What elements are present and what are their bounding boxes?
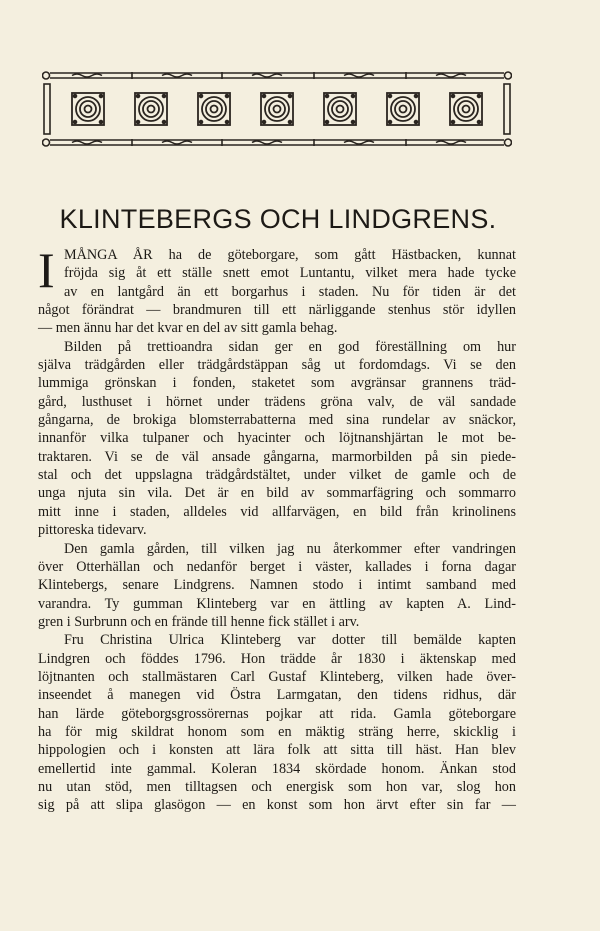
text-line: gångarna, de brokiga blomsterrabatterna med sina rundelar av snäckor, [38, 412, 516, 429]
text-line: innanför vilka tulpaner och hyacinter och löjtnanshjärtan le mot be- [38, 430, 516, 447]
text-line: lummiga grönskan i fonden, staketet som avgränsar grannens träd- [38, 375, 516, 392]
text-line: av en lantgård än ett borgarhus i staden. Nu för tiden är det [64, 283, 516, 300]
text-line: över Otterhällan och nedanför berget i väster, kallades i forna dagar [38, 558, 516, 575]
text-line: Lindgren och föddes 1796. Hon trädde år 1830 i äktenskap med [38, 650, 516, 667]
text-lines [38, 242, 516, 815]
text-line: Bilden på trettioandra sidan ger en god föreställning om hur [64, 338, 516, 355]
text-line: Fru Christina Ulrica Klinteberg var dotter till bemälde kapten [64, 632, 516, 649]
text-line: gren i Surbrunn och en frände till henne fick stället i arv. [38, 613, 360, 630]
text-line: hippologien och i konsten att lära folk att sitta till häst. Han blev [38, 742, 516, 759]
medallion-icon [324, 93, 356, 125]
medallion-icon [450, 93, 482, 125]
chapter-title: KLINTEBERGS OCH LINDGRENS. [59, 204, 497, 235]
text-line: unga njuta sin vila. Det är en bild av sommarfägring och sommarro [38, 485, 516, 502]
medallion-icon [135, 93, 167, 125]
text-line: fröjda sig åt ett ställe snett emot Luntantu, vilket mera hade tycke [64, 265, 516, 282]
text-line: emellertid inte gammal. Koleran 1834 skördade honom. Änkan stod [38, 760, 516, 777]
medallion-icon [261, 93, 293, 125]
text-line: stal och det uppslagna trädgårdstältet, under vilket de gamle och de [38, 467, 516, 484]
text-line: Den gamla gården, till vilken jag nu återkommer efter vandringen [64, 540, 516, 557]
text-line: ha för mig skildrat honom som en mäktig sträng herre, skicklig i [38, 723, 516, 740]
text-line: inseendet å manegen vid Östra Larmgatan, den tidens ridhus, där [38, 687, 516, 704]
decorative-header-band-icon [42, 66, 512, 152]
text-line: Klintebergs, senare Lindgrens. Namnen stodo i intimt samband med [38, 577, 516, 594]
text-line: sig på att slipa glasögon — en konst som hon ärvt efter sin far — [38, 797, 516, 814]
text-line: pittoreska tidevarv. [38, 522, 147, 539]
text-line: nu utan stöd, men tilltagsen och energisk som hon var, slog hon [38, 778, 516, 795]
text-line: — men ännu har det kvar en del av sitt gamla behag. [38, 320, 338, 337]
text-line: traktaren. Vi se de väl ansade gångarna, marmorbilden på sin piede- [38, 448, 516, 465]
text-line: mitt inne i staden, alldeles vid allfarvägen, en bild från krinolinens [38, 503, 516, 520]
text-line: han lärde göteborgsgrossörernas pojkar att rida. Gamla göteborgare [38, 705, 516, 722]
text-line: gård, lusthuset i hörnet under trädens gröna valv, de väl sandade [38, 393, 516, 410]
medallion-icon [387, 93, 419, 125]
drop-cap: I [38, 242, 55, 298]
body-text [38, 242, 516, 815]
text-line: löjtnanten och stallmästaren Carl Gustaf Klinteberg, vilken hade över- [38, 668, 516, 685]
text-line: något förändrat — brandmuren till ett närliggande stenhus stör idyllen [38, 302, 516, 319]
text-line: MÅNGA ÅR ha de göteborgare, som gått Hästbacken, kunnat [64, 247, 516, 263]
medallion-icon [198, 93, 230, 125]
text-line: själva trädgården eller trädgårdstäppan såg ut fordomdags. Vi se den [38, 357, 516, 374]
medallion-icon [72, 93, 104, 125]
text-line: varandra. Ty gumman Klinteberg var en ättling av kapten A. Lind- [38, 595, 516, 612]
